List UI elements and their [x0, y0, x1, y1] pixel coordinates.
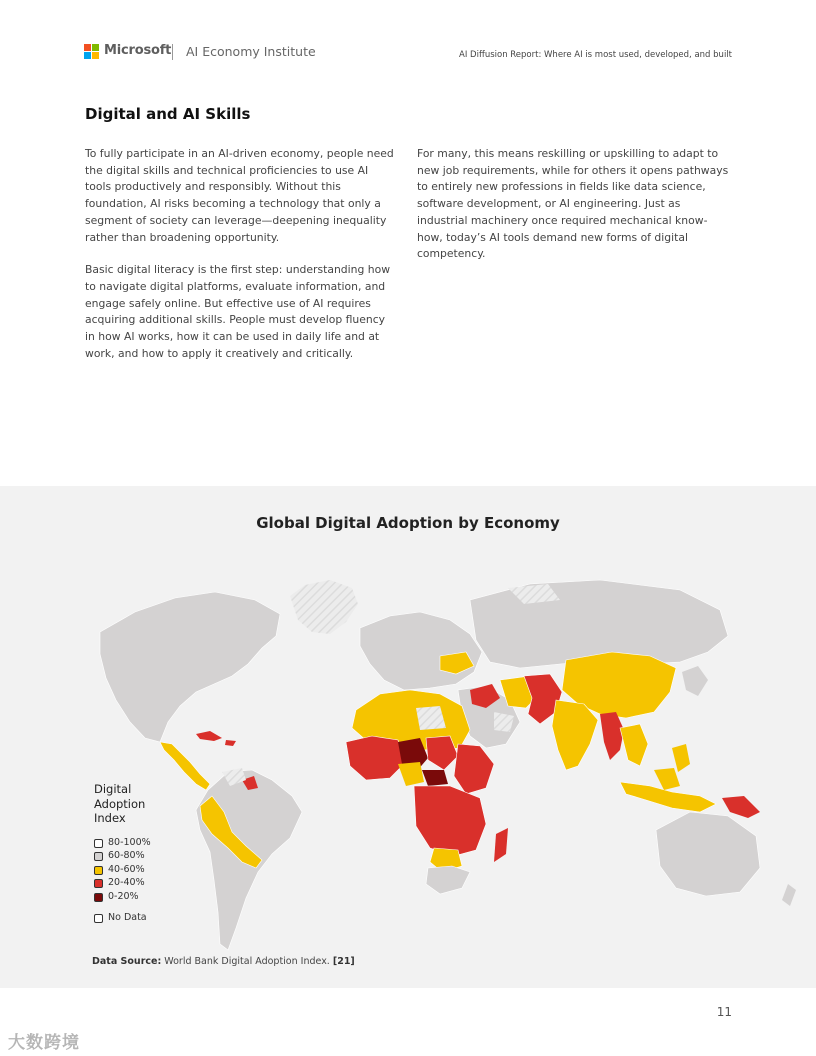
legend-item	[94, 876, 154, 890]
legend-item	[94, 836, 154, 850]
region-central-africa	[414, 786, 486, 856]
page-number: 11	[716, 1005, 732, 1019]
region-europe	[360, 612, 482, 690]
legend-item	[94, 890, 154, 904]
watermark: 大数跨境	[8, 1033, 80, 1053]
report-title: AI Diffusion Report: Where AI is most used, developed, and built	[459, 50, 732, 60]
legend-label: 0-20%	[108, 890, 139, 902]
text-column-right	[417, 146, 729, 279]
brand-name: Microsoft	[104, 43, 172, 58]
data-source	[92, 956, 355, 967]
legend-label: 80-100%	[108, 836, 151, 848]
legend-label: 60-80%	[108, 850, 145, 861]
legend-swatch	[94, 893, 103, 902]
paragraph: Basic digital literacy is the first step: understanding how to navigate digital platforms, evaluate information, and engage safely online. But effective use of AI requires acquiring additional skills. People must develop fluency in how AI works, how it can be used in daily life and at work, and how to apply it creatively and critically.	[85, 263, 391, 360]
source-reference-link[interactable]: [21]	[332, 956, 355, 967]
legend-item	[94, 863, 154, 877]
region-central-america	[160, 742, 210, 790]
region-central-african-rep	[422, 770, 448, 786]
legend-swatch	[94, 852, 103, 861]
region-madagascar	[494, 828, 508, 862]
region-new-zealand	[782, 884, 796, 906]
region-caribbean	[225, 740, 236, 746]
legend-swatch	[94, 839, 103, 848]
source-label: Data Source:	[92, 956, 162, 967]
region-west-africa	[346, 736, 404, 780]
region-india	[552, 700, 598, 770]
text-column-left	[85, 146, 397, 378]
region-caribbean	[196, 731, 222, 741]
map-title: Global Digital Adoption by Economy	[256, 514, 560, 532]
region-greenland	[290, 580, 358, 634]
region-borneo	[654, 768, 680, 790]
legend-title: Digital Adoption Index	[94, 782, 146, 825]
section-title: Digital and AI Skills	[85, 105, 251, 123]
region-southeast-asia	[620, 724, 648, 766]
legend-item	[94, 849, 154, 863]
source-text: World Bank Digital Adoption Index.	[164, 956, 330, 967]
region-east-africa	[454, 744, 494, 794]
map-panel	[0, 486, 816, 988]
legend-swatch	[94, 879, 103, 888]
region-north-america	[100, 592, 280, 742]
microsoft-logo-icon	[84, 44, 100, 60]
region-korea-japan	[682, 666, 708, 696]
legend-label: 20-40%	[108, 877, 145, 888]
legend-swatch	[94, 914, 103, 923]
paragraph: To fully participate in an AI-driven economy, people need the digital skills and technical proficiencies to use AI tools productively and responsibly. Without this foundation, AI risks becoming a technology that only a segment of society can leverage—deepening inequality rather than broadening opportunity.	[85, 147, 394, 244]
map-legend	[94, 782, 154, 925]
institute-name: AI Economy Institute	[186, 44, 316, 59]
page-header	[84, 42, 732, 66]
legend-label: No Data	[108, 912, 147, 923]
legend-label: 40-60%	[108, 863, 145, 875]
region-south-africa	[426, 866, 470, 894]
paragraph: For many, this means reskilling or upskilling to adapt to new job requirements, while for others it opens pathways to entirely new professions in fields like data science, software development, or AI engineering. Just as industrial machinery once required mechanical know-how, today’s AI tools demand new forms of digital competency.	[417, 147, 729, 261]
region-philippines	[672, 744, 690, 772]
region-nigeria	[398, 762, 424, 786]
legend-item-no-data	[94, 911, 154, 925]
header-divider	[172, 44, 173, 60]
region-papua-new-guinea	[722, 796, 760, 818]
region-myanmar	[600, 712, 624, 760]
legend-swatch	[94, 866, 103, 875]
region-australia	[656, 812, 760, 896]
